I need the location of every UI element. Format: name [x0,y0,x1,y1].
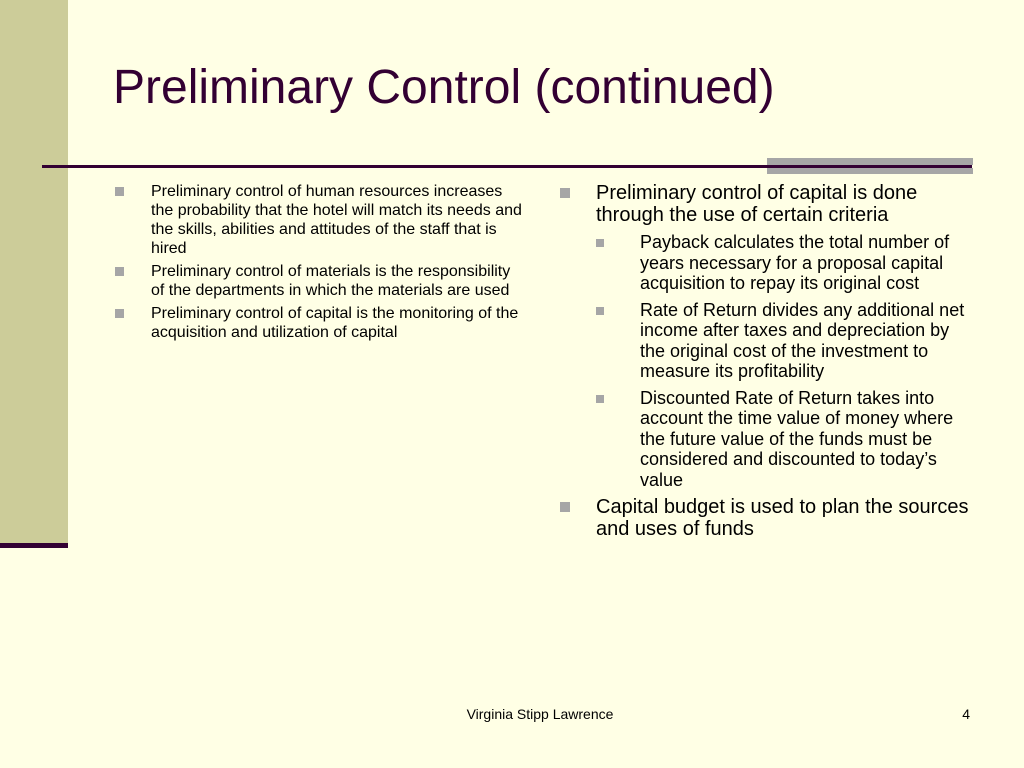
left-decorative-bar [0,0,68,545]
sub-bullet-text: Payback calculates the total number of years necessary for a proposal capital acquisition to repay its original cost [640,232,950,293]
bullet-text: Preliminary control of capital is done through the use of certain criteria [596,182,918,226]
bullet-text: Preliminary control of capital is the monitoring of the acquisition and utilization of capital [151,305,519,341]
square-bullet-icon [560,502,570,512]
list-item [558,182,978,490]
list-item [113,262,523,300]
bullet-text: Preliminary control of materials is the responsibility of the departments in which the materials are used [151,263,511,299]
square-bullet-icon [115,309,124,318]
sub-bullet-list [596,232,978,490]
left-bullet-list [113,182,523,346]
square-bullet-icon [596,395,604,403]
list-item [558,496,978,540]
square-bullet-icon [596,307,604,315]
square-bullet-icon [115,187,124,196]
sub-list-item [596,300,978,382]
sub-list-item [596,388,978,491]
gray-bar-bottom [767,168,973,174]
list-item [113,182,523,258]
sub-bullet-text: Rate of Return divides any additional net income after taxes and depreciation by the original cost of the investment to measure its profitability [640,299,965,381]
page-number: 4 [962,706,970,722]
sub-bullet-text: Discounted Rate of Return takes into account the time value of money where the future value of the funds must be considered and discounted to today’s value [640,387,954,490]
decorative-gray-bars [767,158,973,179]
square-bullet-icon [115,267,124,276]
left-bar-underline [0,543,68,548]
gray-bar-top [767,158,973,165]
bullet-text: Capital budget is used to plan the sources and uses of funds [596,496,969,540]
list-item [113,304,523,342]
bullet-text: Preliminary control of human resources increases the probability that the hotel will match its needs and the skills, abilities and attitudes of the staff that is hired [151,183,522,257]
right-bullet-list [558,182,978,546]
sub-list-item [596,232,978,294]
slide-title: Preliminary Control (continued) [113,61,775,114]
square-bullet-icon [560,188,570,198]
footer-author: Virginia Stipp Lawrence [466,706,614,722]
square-bullet-icon [596,239,604,247]
